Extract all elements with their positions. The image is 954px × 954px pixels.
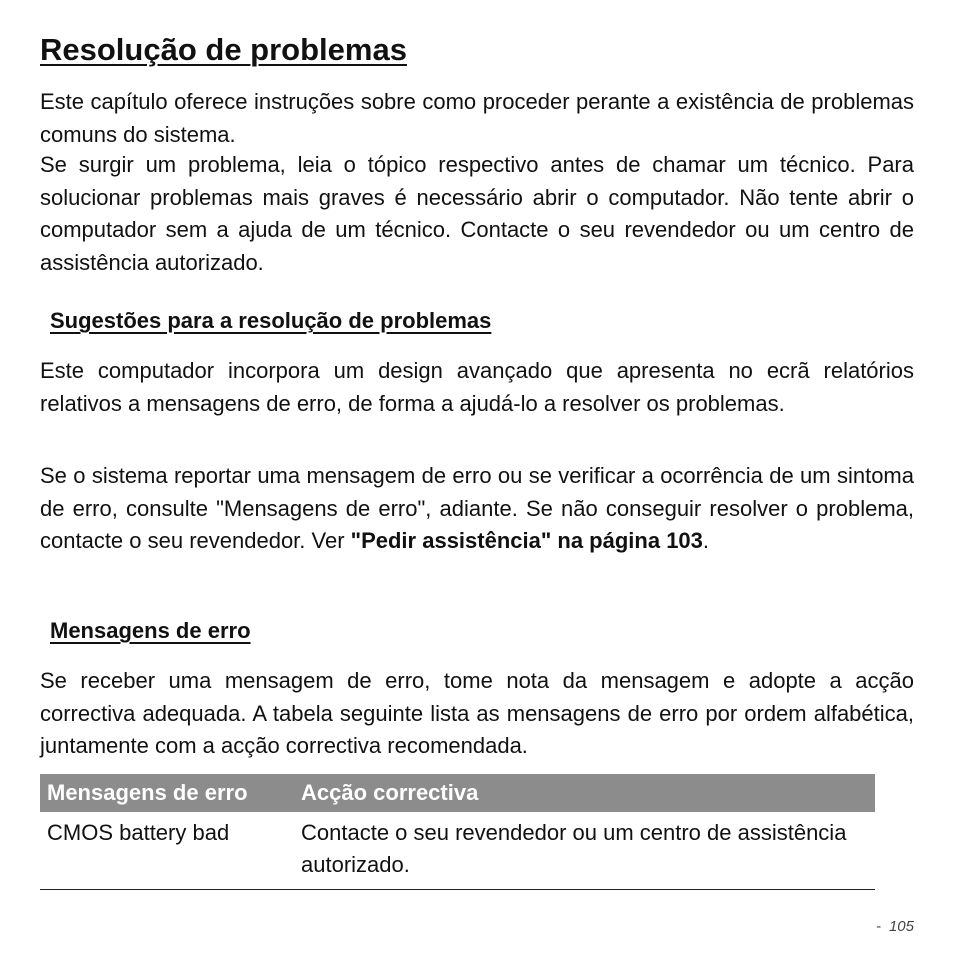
- table-header-action: Acção correctiva: [301, 780, 479, 805]
- page-title: Resolução de problemas: [40, 32, 407, 67]
- table-cell-message: CMOS battery bad: [47, 820, 230, 845]
- error-messages-table: [40, 774, 875, 890]
- suggestions-paragraph-2-text: Se o sistema reportar uma mensagem de erro ou se verificar a ocorrência de um sintoma de erro, consulte "Mensagens de erro", adiante. Se não conseguir resolver o problema, contacte o seu revendedor. Ver: [40, 463, 914, 553]
- suggestions-paragraph-2: [40, 460, 914, 558]
- suggestions-paragraph-2-end: .: [702, 528, 710, 553]
- section-heading-suggestions: Sugestões para a resolução de problemas: [50, 308, 492, 333]
- page-footer: [876, 918, 914, 935]
- suggestions-paragraph-1: Este computador incorpora um design avançado que apresenta no ecrã relatórios relativos a mensagens de erro, de forma a ajudá-lo a resolver os problemas.: [40, 358, 914, 416]
- table-row: [40, 812, 875, 890]
- intro-paragraph-2: Se surgir um problema, leia o tópico respectivo antes de chamar um técnico. Para solucionar problemas mais graves é necessário abrir o computador. Não tente abrir o computador sem a ajuda de um técnico. Contacte o seu revendedor ou um centro de assistência autorizado.: [40, 152, 914, 275]
- table-header-messages: Mensagens de erro: [47, 780, 248, 805]
- intro-paragraph-1: Este capítulo oferece instruções sobre como proceder perante a existência de problemas comuns do sistema.: [40, 89, 914, 147]
- page-number: 105: [888, 918, 914, 935]
- footer-dash: -: [875, 918, 881, 935]
- error-messages-paragraph: Se receber uma mensagem de erro, tome nota da mensagem e adopte a acção correctiva adequada. A tabela seguinte lista as mensagens de erro por ordem alfabética, juntamente com a acção correctiva recomendada.: [40, 668, 914, 758]
- table-cell-action: Contacte o seu revendedor ou um centro de assistência autorizado.: [301, 820, 847, 877]
- cross-reference-link[interactable]: "Pedir assistência" na página 103: [350, 528, 703, 553]
- section-heading-error-messages: Mensagens de erro: [50, 618, 251, 643]
- table-header-row: [40, 774, 875, 812]
